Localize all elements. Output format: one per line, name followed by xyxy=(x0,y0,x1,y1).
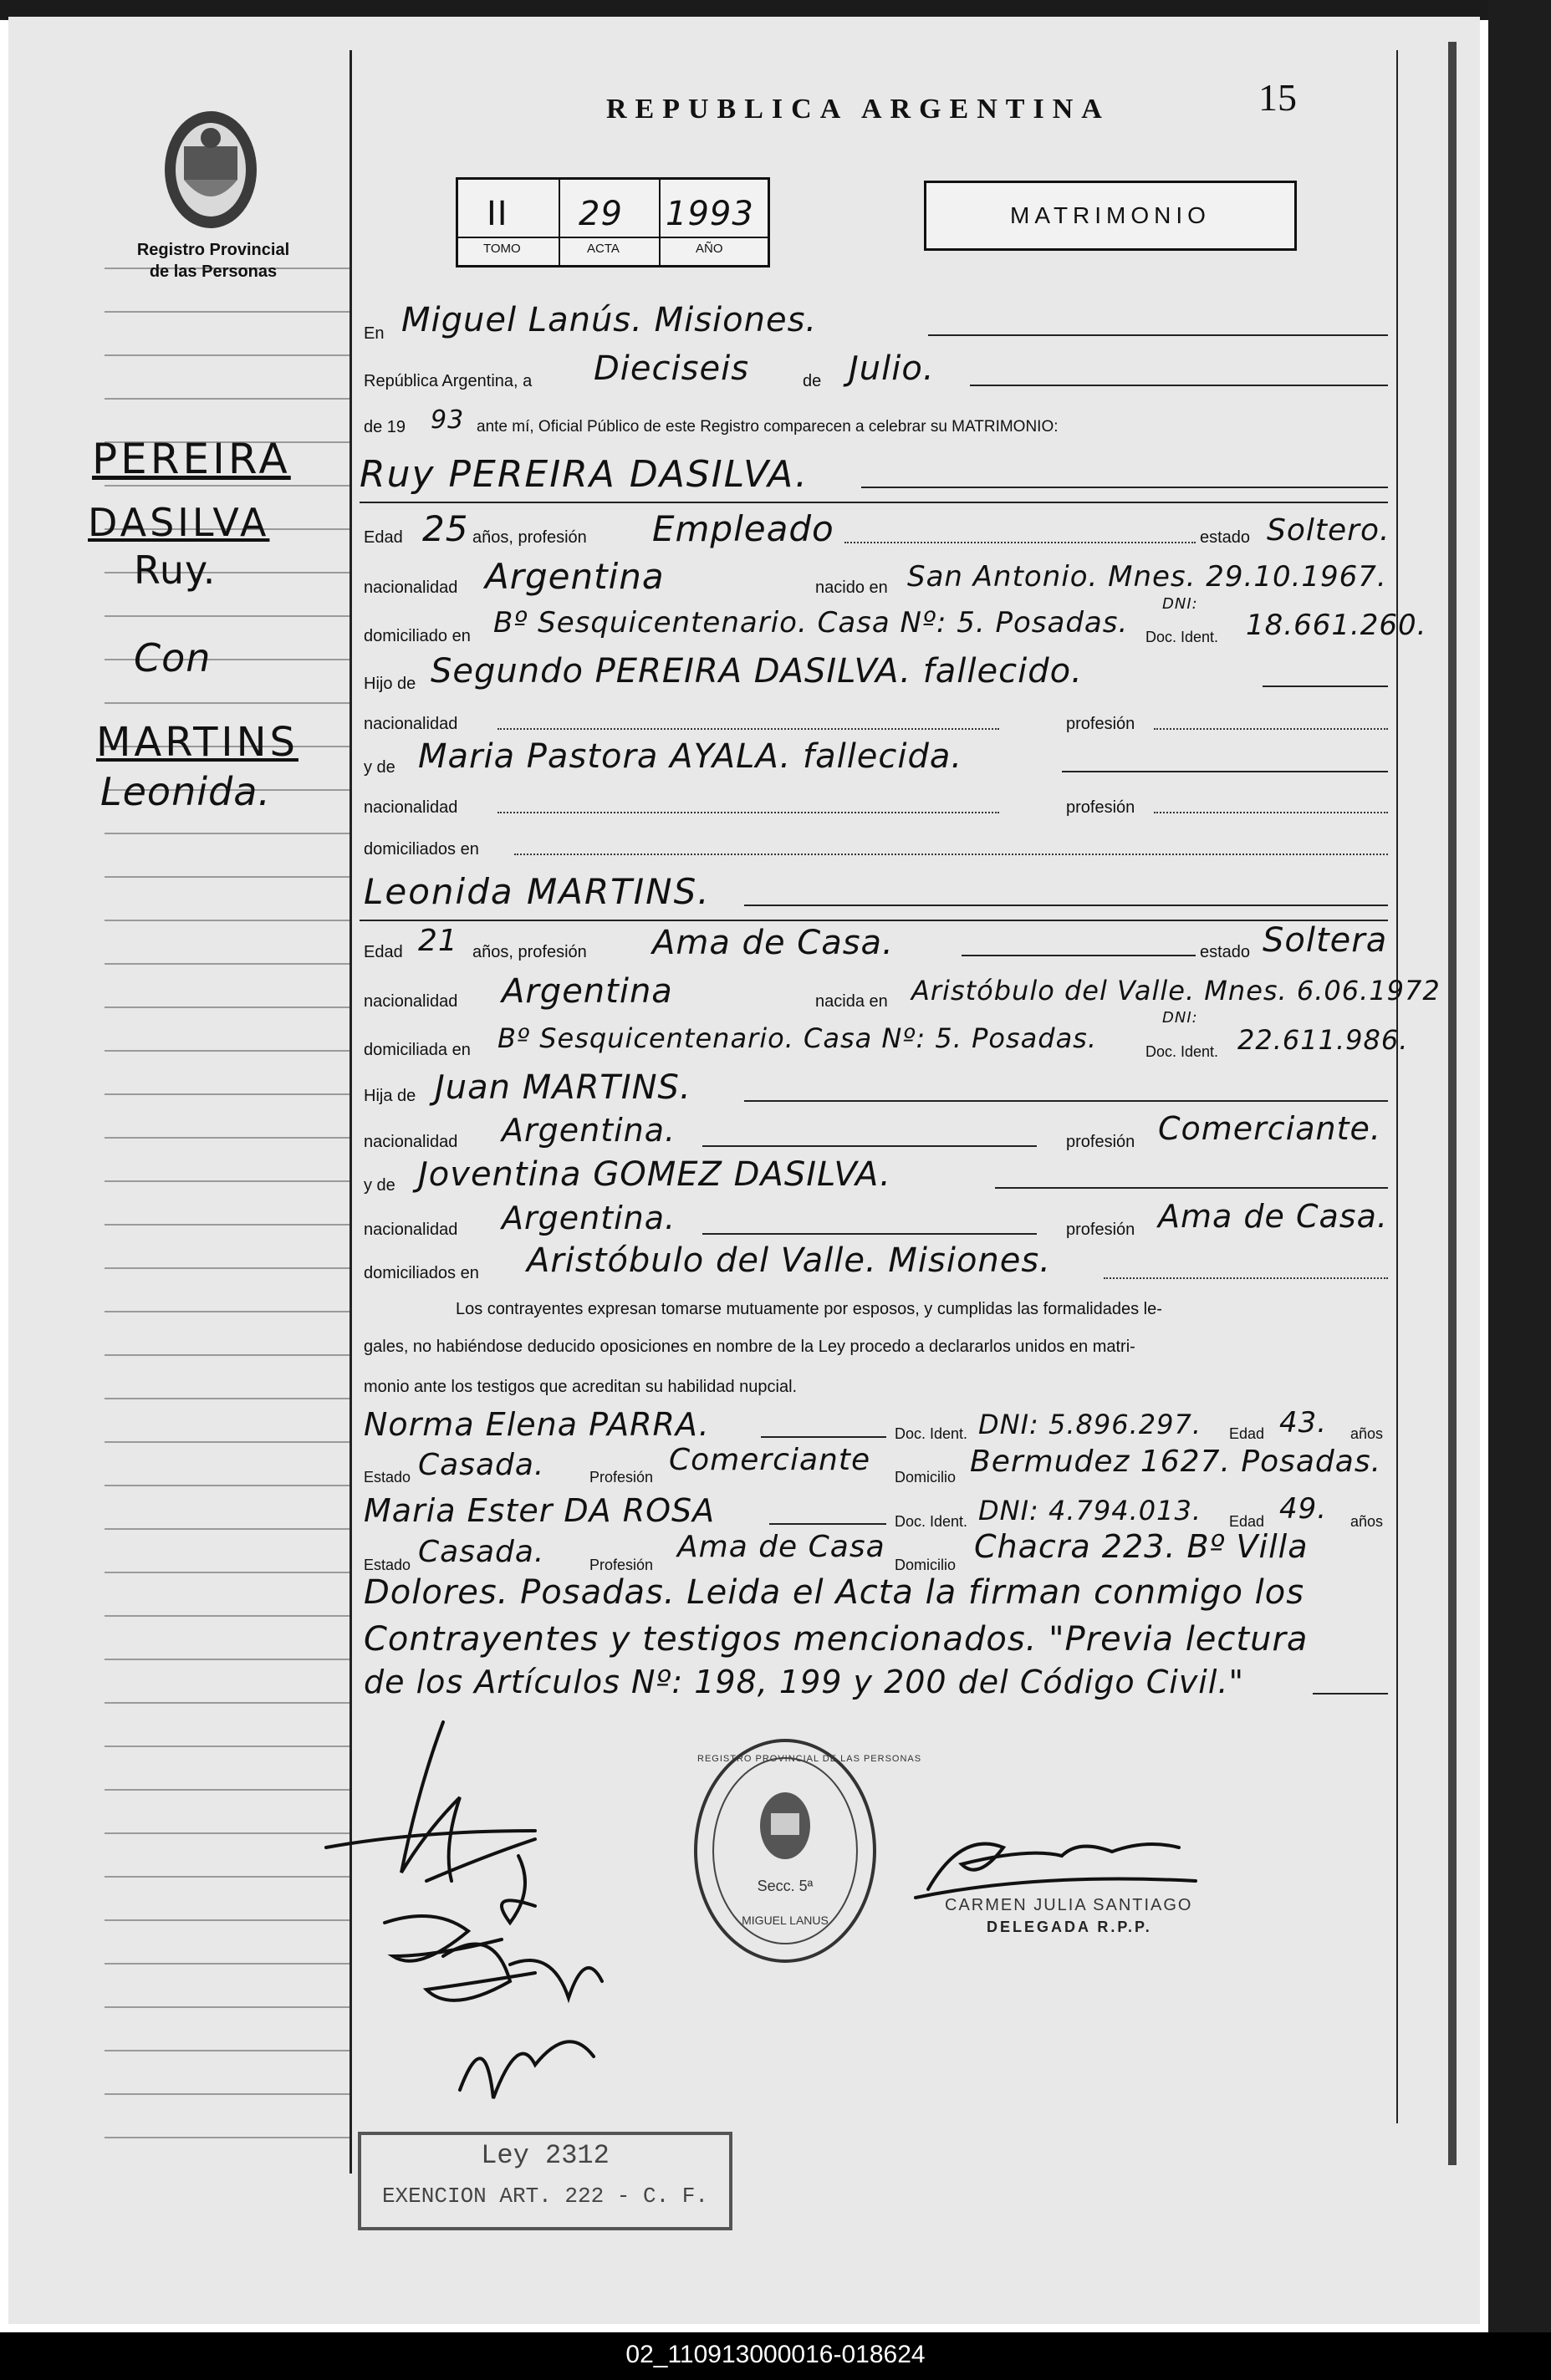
witness1-domicilio-label: Domicilio xyxy=(895,1469,957,1486)
register-page xyxy=(8,17,1480,2324)
margin-rule-line xyxy=(105,1919,349,1921)
witness1-domicilio: Bermudez 1627. Posadas. xyxy=(970,1445,1382,1479)
bride-age: 21 xyxy=(418,924,458,958)
margin-rule-line xyxy=(105,1007,349,1008)
witness2-profession: Ama de Casa xyxy=(677,1530,885,1564)
fill-line xyxy=(1263,685,1388,687)
place-value: Miguel Lanús. Misiones. xyxy=(401,301,818,339)
fill-line xyxy=(1154,728,1388,730)
bride-mother: Joventina GOMEZ DASILVA. xyxy=(418,1155,891,1194)
bride-parents-address: Aristóbulo del Valle. Misiones. xyxy=(527,1241,1051,1280)
groom-mother-nat-label: nacionalidad xyxy=(364,798,458,817)
fill-line xyxy=(1154,812,1388,813)
margin-bride-surname: MARTINS xyxy=(96,719,298,766)
ano-value: 1993 xyxy=(666,195,754,233)
groom-nationality: Argentina xyxy=(485,556,665,597)
fill-line xyxy=(1104,1277,1388,1279)
margin-rule-line xyxy=(105,2006,349,2008)
margin-surname: PEREIRA xyxy=(92,435,291,483)
register-box xyxy=(456,177,770,268)
fill-line xyxy=(962,955,1196,956)
fill-line xyxy=(744,1100,1388,1102)
margin-rule-line xyxy=(105,615,349,617)
witness1-edad-label: Edad xyxy=(1229,1425,1265,1442)
margin-rule-line xyxy=(105,963,349,965)
closing-line2: Contrayentes y testigos mencionados. "Previa lectura xyxy=(364,1620,1309,1659)
margin-rule-line xyxy=(105,1485,349,1486)
month-value: Julio. xyxy=(849,349,935,388)
bride-father: Juan MARTINS. xyxy=(435,1068,691,1107)
margin-rule-line xyxy=(105,1832,349,1834)
law-stamp-line1: Ley 2312 xyxy=(481,2140,610,2171)
groom-civil-status: Soltero. xyxy=(1267,513,1390,548)
witness1-age: 43. xyxy=(1279,1406,1328,1440)
margin-rule-line xyxy=(105,1398,349,1399)
witness2-age: 49. xyxy=(1279,1492,1328,1526)
registry-name-line1: Registro Provincial xyxy=(136,241,290,259)
year-prefix: de 19 xyxy=(364,418,406,436)
margin-rule-line xyxy=(105,1224,349,1226)
margin-rule-line xyxy=(105,1746,349,1747)
margin-rule-line xyxy=(105,1093,349,1095)
margin-rule-line xyxy=(105,1050,349,1052)
groom-anos-label: años, profesión xyxy=(472,528,587,547)
margin-rule-line xyxy=(105,876,349,878)
record-type-label: MATRIMONIO xyxy=(1010,202,1211,228)
bride-nacida-label: nacida en xyxy=(815,992,888,1011)
bride-mother-nat-label: nacionalidad xyxy=(364,1221,458,1239)
groom-yde-label: y de xyxy=(364,758,395,777)
right-divider xyxy=(1396,50,1398,2123)
witness2-anos-label: años xyxy=(1350,1513,1384,1530)
witness2-edad-label: Edad xyxy=(1229,1513,1265,1530)
fill-line xyxy=(995,1187,1388,1189)
registry-seal xyxy=(694,1739,922,1963)
bride-mother-profession: Ama de Casa. xyxy=(1158,1198,1388,1235)
fill-line xyxy=(844,542,1196,543)
margin-bride-name: Leonida. xyxy=(100,769,272,814)
margin-rule-line xyxy=(105,1789,349,1791)
margin-rule-line xyxy=(105,1659,349,1660)
groom-domiciliados-label: domiciliados en xyxy=(364,840,479,859)
bride-domiciliada-label: domiciliada en xyxy=(364,1041,471,1059)
declaration-line1: Los contrayentes expresan tomarse mutuamente por esposos, y cumplidas las formalidades le- xyxy=(456,1300,1162,1318)
bride-nationality: Argentina xyxy=(502,972,673,1011)
witness1-doc: DNI: 5.896.297. xyxy=(978,1409,1202,1440)
official-title: DELEGADA R.P.P. xyxy=(987,1919,1152,1935)
bride-dni-tag: DNI: xyxy=(1162,1009,1198,1027)
witness1-anos-label: años xyxy=(1350,1425,1384,1442)
section-rule xyxy=(360,920,1388,921)
fill-line xyxy=(928,334,1388,336)
groom-father-nat-label: nacionalidad xyxy=(364,715,458,733)
bride-estado-label: estado xyxy=(1200,943,1251,961)
groom-edad-label: Edad xyxy=(364,528,403,547)
witness2-doc: DNI: 4.794.013. xyxy=(978,1495,1202,1526)
bride-edad-label: Edad xyxy=(364,943,403,961)
seal-ring-text: REGISTRO PROVINCIAL DE LAS PERSONAS xyxy=(697,1754,922,1764)
bride-father-nat-label: nacionalidad xyxy=(364,1133,458,1151)
year-suffix: 93 xyxy=(431,405,465,435)
fill-line xyxy=(1062,771,1388,772)
bride-anos-label: años, profesión xyxy=(472,943,587,961)
fill-line xyxy=(497,728,999,730)
page-edge xyxy=(1448,42,1457,2165)
tomo-value: II xyxy=(487,195,508,233)
margin-rule-line xyxy=(105,702,349,704)
margin-rule-line xyxy=(105,1180,349,1182)
bride-birthplace: Aristóbulo del Valle. Mnes. 6.06.1972 xyxy=(911,975,1441,1007)
witness1-estado-label: Estado xyxy=(364,1469,411,1486)
fill-line xyxy=(702,1145,1037,1147)
margin-rule-line xyxy=(105,354,349,356)
witness2-estado-label: Estado xyxy=(364,1557,411,1573)
groom-mother-prof-label: profesión xyxy=(1066,798,1135,817)
margin-rule-line xyxy=(105,1137,349,1139)
witness1-name: Norma Elena PARRA. xyxy=(364,1406,710,1443)
margin-rule-line xyxy=(105,1963,349,1965)
day-value: Dieciseis xyxy=(594,349,750,388)
bride-hija-label: Hija de xyxy=(364,1087,416,1105)
margin-surname2: DASILVA xyxy=(88,500,270,545)
law-exemption-stamp xyxy=(358,2132,732,2230)
bride-mother-nationality: Argentina. xyxy=(502,1200,676,1236)
acta-value: 29 xyxy=(579,195,623,233)
groom-nacido-label: nacido en xyxy=(815,578,888,597)
margin-rule-line xyxy=(105,2050,349,2051)
country-title: REPUBLICA ARGENTINA xyxy=(606,94,1110,125)
margin-rule-line xyxy=(105,398,349,400)
registry-name-line2: de las Personas xyxy=(149,262,278,281)
ano-label: AÑO xyxy=(696,242,723,256)
groom-hijo-label: Hijo de xyxy=(364,675,416,693)
seal-emblem-icon xyxy=(756,1788,814,1863)
seal-section: Secc. 5ª xyxy=(757,1878,814,1894)
witness2-domicilio: Chacra 223. Bº Villa xyxy=(974,1528,1309,1565)
bride-domiciliados-label: domiciliados en xyxy=(364,1264,479,1282)
closing-line3: de los Artículos Nº: 198, 199 y 200 del Código Civil." xyxy=(364,1664,1244,1700)
bride-civil-status: Soltera xyxy=(1263,921,1388,960)
margin-rule-line xyxy=(105,1528,349,1530)
bride-yde-label: y de xyxy=(364,1176,395,1195)
fill-line xyxy=(769,1523,886,1525)
declaration-line3: monio ante los testigos que acreditan su habilidad nupcial. xyxy=(364,1378,798,1396)
bride-doc: 22.611.986. xyxy=(1237,1024,1409,1056)
groom-father: Segundo PEREIRA DASILVA. fallecido. xyxy=(431,652,1083,691)
margin-rule-line xyxy=(105,2093,349,2095)
de-label: de xyxy=(803,372,822,390)
groom-dni-tag: DNI: xyxy=(1162,595,1198,613)
bride-address: Bº Sesquicentenario. Casa Nº: 5. Posadas. xyxy=(497,1022,1098,1054)
groom-address: Bº Sesquicentenario. Casa Nº: 5. Posadas. xyxy=(493,606,1129,640)
bride-name: Leonida MARTINS. xyxy=(364,871,711,912)
groom-name: Ruy PEREIRA DASILVA. xyxy=(360,453,809,496)
margin-rule-line xyxy=(105,1267,349,1269)
fill-line xyxy=(497,812,999,813)
section-rule xyxy=(360,502,1388,503)
margin-rule-line xyxy=(105,311,349,313)
tomo-label: TOMO xyxy=(483,242,521,256)
page-number: 15 xyxy=(1258,76,1297,119)
groom-nacionalidad-label: nacionalidad xyxy=(364,578,458,597)
margin-rule-line xyxy=(105,833,349,834)
closing-line1: Dolores. Posadas. Leida el Acta la firman conmigo los xyxy=(364,1573,1305,1612)
official-name: CARMEN JULIA SANTIAGO xyxy=(945,1896,1193,1914)
witness1-doc-label: Doc. Ident. xyxy=(895,1425,968,1442)
groom-father-prof-label: profesión xyxy=(1066,715,1135,733)
scan-border-right xyxy=(1488,0,1551,2380)
witness1-profession: Comerciante xyxy=(669,1443,871,1477)
en-label: En xyxy=(364,324,385,343)
margin-con: Con xyxy=(134,635,212,680)
bride-father-nationality: Argentina. xyxy=(502,1112,676,1149)
witness2-domicilio-label: Domicilio xyxy=(895,1557,957,1573)
groom-birthplace: San Antonio. Mnes. 29.10.1967. xyxy=(907,560,1387,594)
groom-mother: Maria Pastora AYALA. fallecida. xyxy=(418,737,963,776)
groom-doc-label: Doc. Ident. xyxy=(1145,629,1219,645)
bride-father-profession: Comerciante. xyxy=(1158,1110,1381,1147)
margin-rule-line xyxy=(105,1615,349,1617)
groom-doc: 18.661.260. xyxy=(1246,609,1427,642)
ante-text: ante mí, Oficial Público de este Registro comparecen a celebrar su MATRIMONIO: xyxy=(477,418,1059,436)
margin-rule-line xyxy=(105,1572,349,1573)
groom-profession: Empleado xyxy=(652,508,834,549)
fill-line xyxy=(761,1436,886,1438)
margin-rule-line xyxy=(105,1354,349,1356)
bride-profession: Ama de Casa. xyxy=(652,924,894,962)
margin-rule-line xyxy=(105,485,349,487)
declaration-line2: gales, no habiéndose deducido oposiciones en nombre de la Ley procedo a declararlos unidos en matri- xyxy=(364,1338,1135,1356)
provincial-emblem-icon xyxy=(159,104,263,238)
margin-rule-line xyxy=(105,2137,349,2138)
fill-line xyxy=(702,1233,1037,1235)
witness2-doc-label: Doc. Ident. xyxy=(895,1513,968,1530)
margin-rule-line xyxy=(105,1876,349,1878)
groom-age: 25 xyxy=(422,508,469,549)
margin-given-name: Ruy. xyxy=(134,548,217,593)
witness1-estado: Casada. xyxy=(418,1448,545,1482)
margin-rule-line xyxy=(105,1441,349,1443)
record-type-box xyxy=(924,181,1297,251)
bride-nacionalidad-label: nacionalidad xyxy=(364,992,458,1011)
margin-rule-line xyxy=(105,920,349,921)
fill-line xyxy=(744,905,1388,906)
republica-label: República Argentina, a xyxy=(364,372,533,390)
law-stamp-line2: EXENCION ART. 222 - C. F. xyxy=(381,2184,709,2209)
groom-estado-label: estado xyxy=(1200,528,1251,547)
fill-line xyxy=(861,487,1388,488)
signatures-icon xyxy=(318,1705,677,2174)
bride-doc-label: Doc. Ident. xyxy=(1145,1043,1219,1060)
groom-domiciliado-label: domiciliado en xyxy=(364,627,471,645)
fill-line xyxy=(1313,1693,1388,1695)
fill-line xyxy=(970,385,1388,386)
bride-mother-prof-label: profesión xyxy=(1066,1221,1135,1239)
file-identifier: 02_110913000016-018624 xyxy=(625,2341,926,2368)
seal-town: MIGUEL LANUS xyxy=(742,1914,829,1927)
bride-father-prof-label: profesión xyxy=(1066,1133,1135,1151)
acta-label: ACTA xyxy=(587,242,620,256)
margin-rule-line xyxy=(105,1702,349,1704)
witness2-estado: Casada. xyxy=(418,1535,545,1569)
witness1-profesion-label: Profesión xyxy=(589,1469,654,1486)
witness2-name: Maria Ester DA ROSA xyxy=(364,1492,716,1529)
fill-line xyxy=(514,854,1388,855)
witness2-profesion-label: Profesión xyxy=(589,1557,654,1573)
margin-rule-line xyxy=(105,1311,349,1312)
